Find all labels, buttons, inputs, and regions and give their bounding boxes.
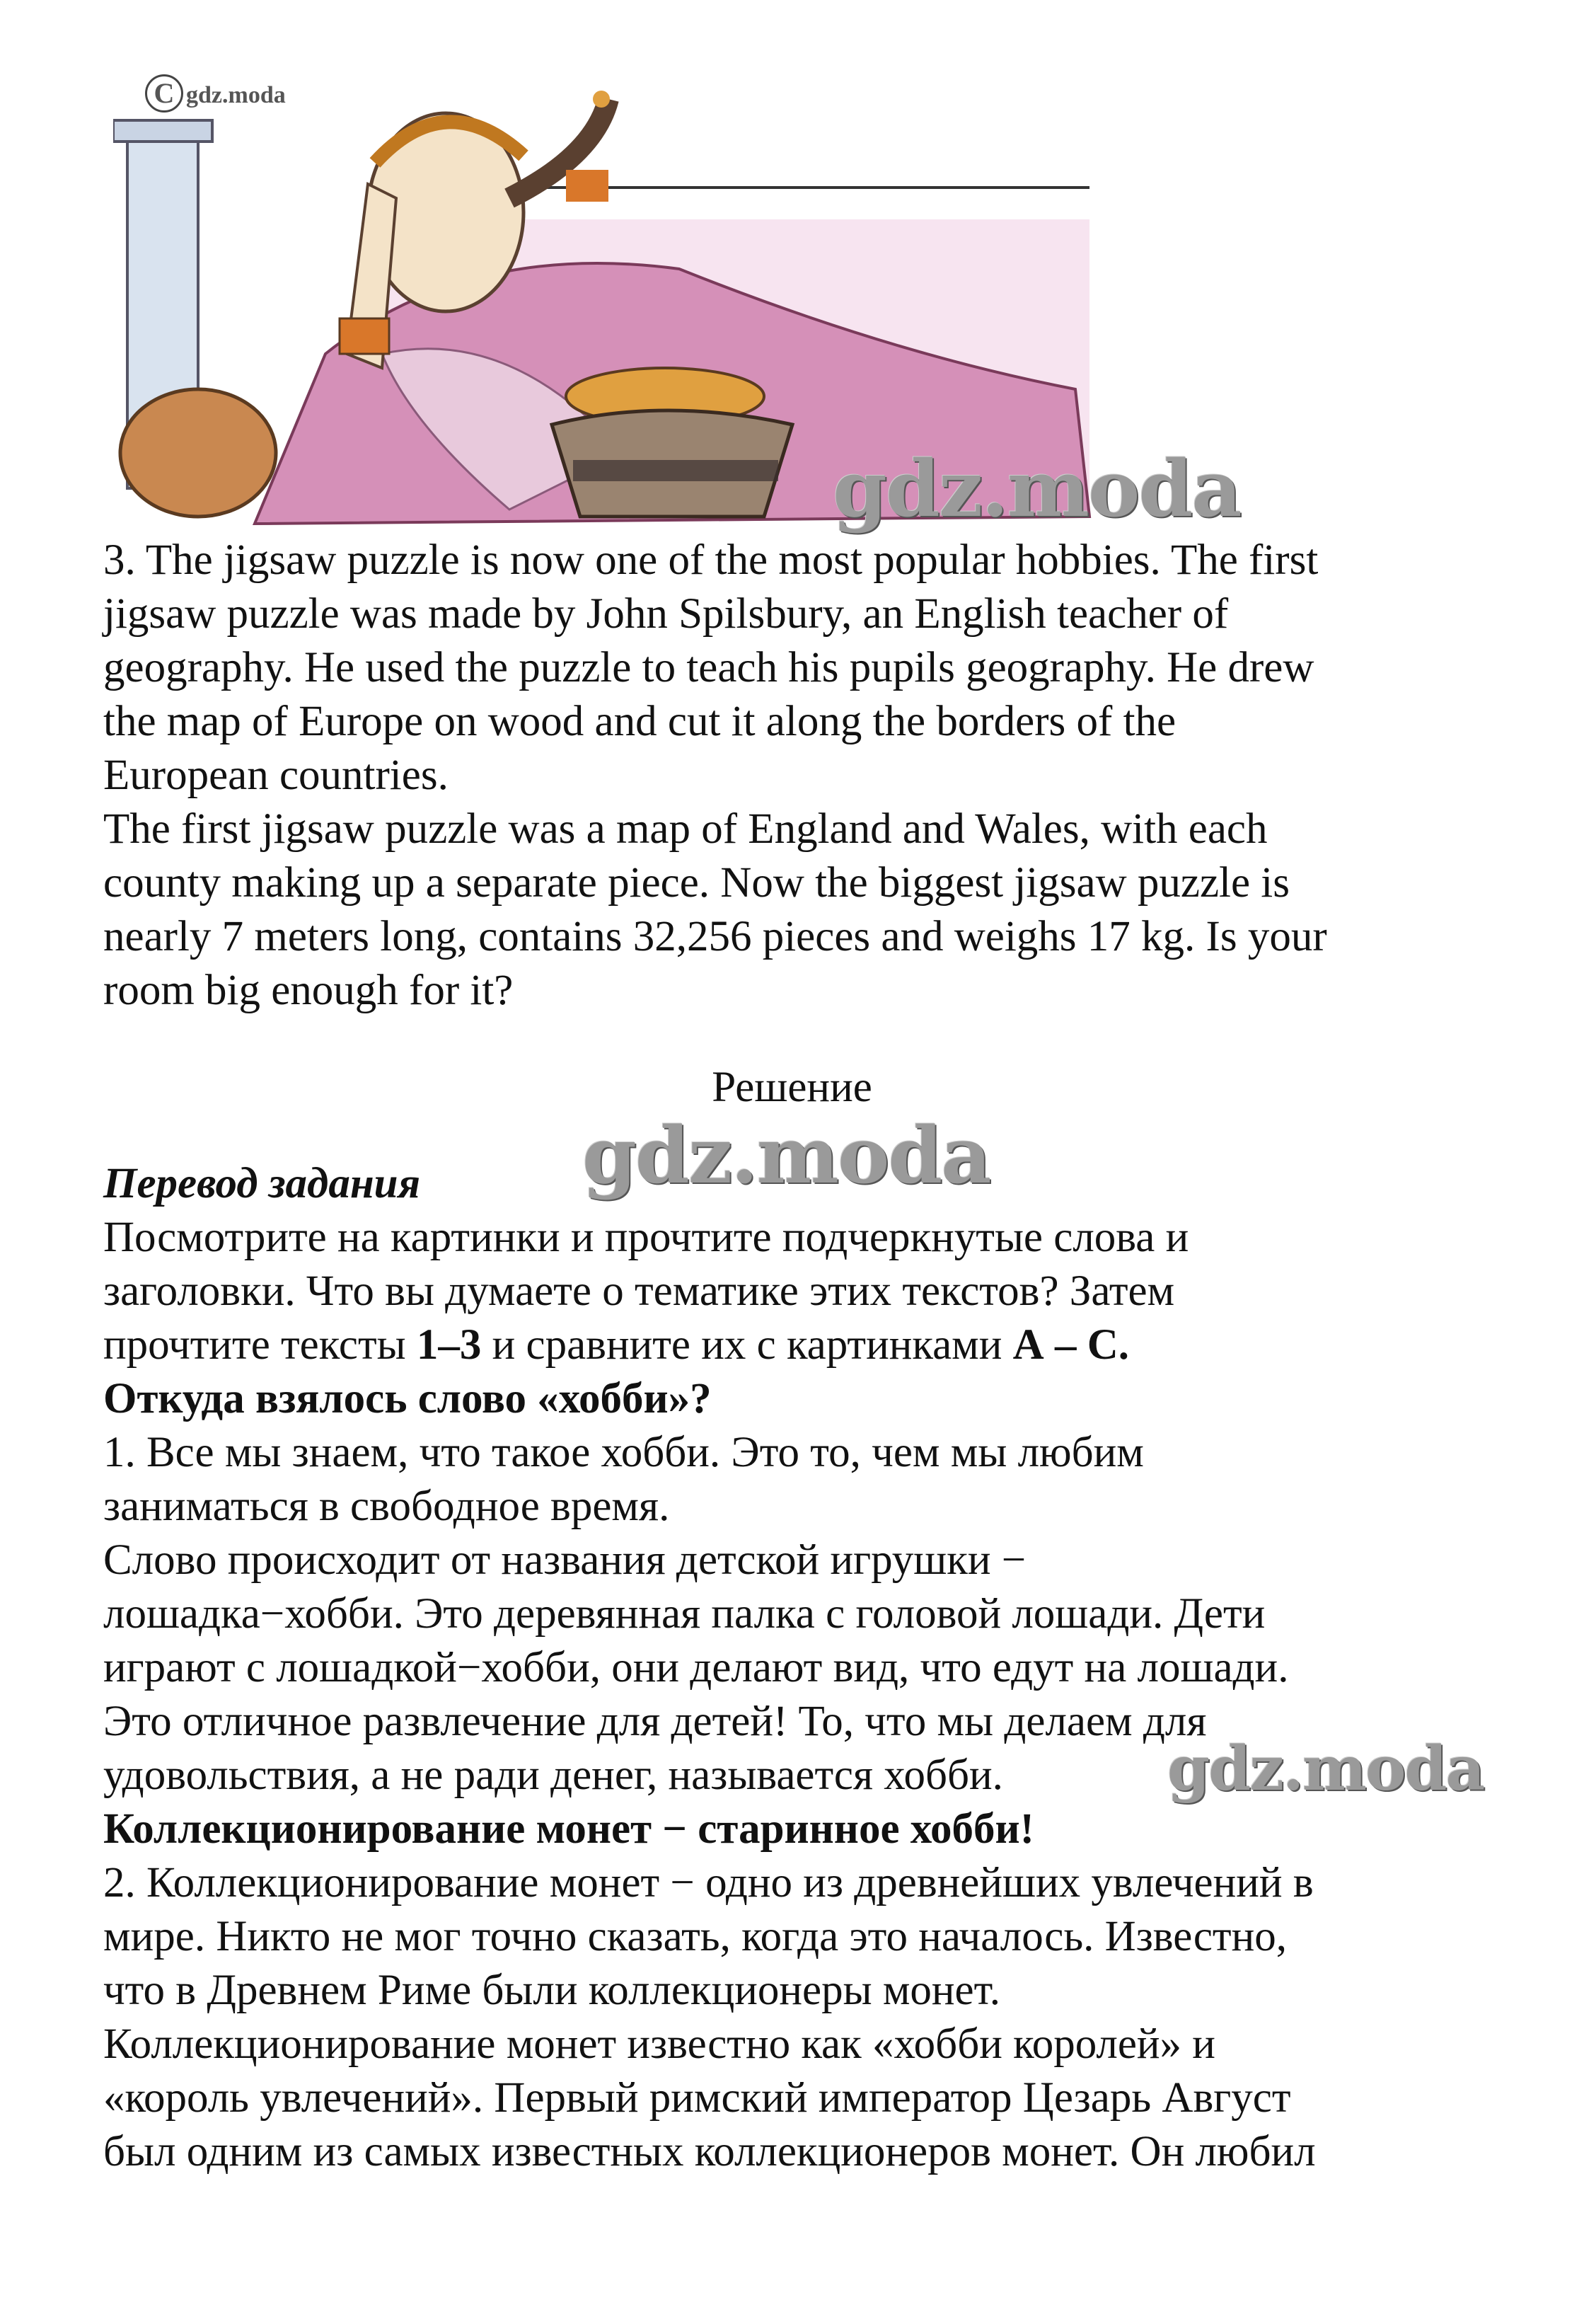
text-line: jigsaw puzzle was made by John Spilsbury, an English teacher of [103,590,1229,638]
text-line: заниматься в свободное время. [103,1483,670,1530]
text-line: что в Древнем Риме были коллекционеры монет. [103,1967,1000,2014]
text-segment: и сравните их с картинками [481,1321,1013,1369]
text-line: заголовки. Что вы думаете о тематике этих текстов? Затем [103,1267,1175,1315]
text-line: 3. The jigsaw puzzle is now one of the most popular hobbies. The first [103,536,1319,584]
watermark: gdz.moda [1167,1733,1484,1805]
copyright-symbol: C [145,74,183,113]
text-line: лошадка−хобби. Это деревянная палка с головой лошади. Дети [103,1590,1266,1638]
copyright-watermark [145,74,286,115]
text-line [103,1318,1129,1372]
text-line: county making up a separate piece. Now the biggest jigsaw puzzle is [103,859,1290,907]
text-line: room big enough for it? [103,967,514,1014]
text-segment-bold: А – С. [1012,1321,1130,1369]
solution-heading: Решение [712,1064,872,1111]
text-line: играют с лошадкой−хобби, они делают вид, что едут на лошади. [103,1644,1289,1691]
text-line: 2. Коллекционирование монет − одно из древнейших увлечений в [103,1859,1314,1906]
section-heading: Коллекционирование монет − старинное хобби! [103,1805,1034,1853]
text-line: The first jigsaw puzzle was a map of England and Wales, with each [103,805,1268,853]
text-segment: прочтите тексты [103,1321,417,1369]
text-line: удовольствия, а не ради денег, называется хобби. [103,1751,1003,1799]
section-heading: Откуда взялось слово «хобби»? [103,1375,712,1422]
text-line: мире. Никто не мог точно сказать, когда это началось. Известно, [103,1913,1287,1960]
solution-heading-row [0,1061,1584,1115]
watermark: gdz.moda [833,443,1241,534]
text-line: the map of Europe on wood and cut it along the borders of the [103,698,1177,745]
text-line: 1. Все мы знаем, что такое хобби. Это то, чем мы любим [103,1429,1144,1476]
translation-heading: Перевод задания [103,1160,421,1207]
text-line: «король увлечений». Первый римский император Цезарь Август [103,2074,1291,2122]
text-line: geography. He used the puzzle to teach his pupils geography. He drew [103,644,1314,691]
text-line: Это отличное развлечение для детей! То, что мы делаем для [103,1698,1207,1745]
text-line: Коллекционирование монет известно как «хобби королей» и [103,2020,1215,2068]
text-line: Слово происходит от названия детской игрушки − [103,1536,1027,1584]
english-text [103,534,1518,1018]
copyright-text: gdz.moda [186,82,286,108]
translation [103,1157,1518,2179]
text-line: European countries. [103,752,449,799]
text-line: nearly 7 meters long, contains 32,256 pieces and weighs 17 kg. Is your [103,913,1327,960]
text-line: Посмотрите на картинки и прочтите подчеркнутые слова и [103,1214,1189,1261]
watermark: gdz.moda [582,1110,990,1201]
text-line: был одним из самых известных коллекционеров монет. Он любил [103,2128,1316,2175]
text-segment-bold: 1–3 [416,1321,482,1369]
